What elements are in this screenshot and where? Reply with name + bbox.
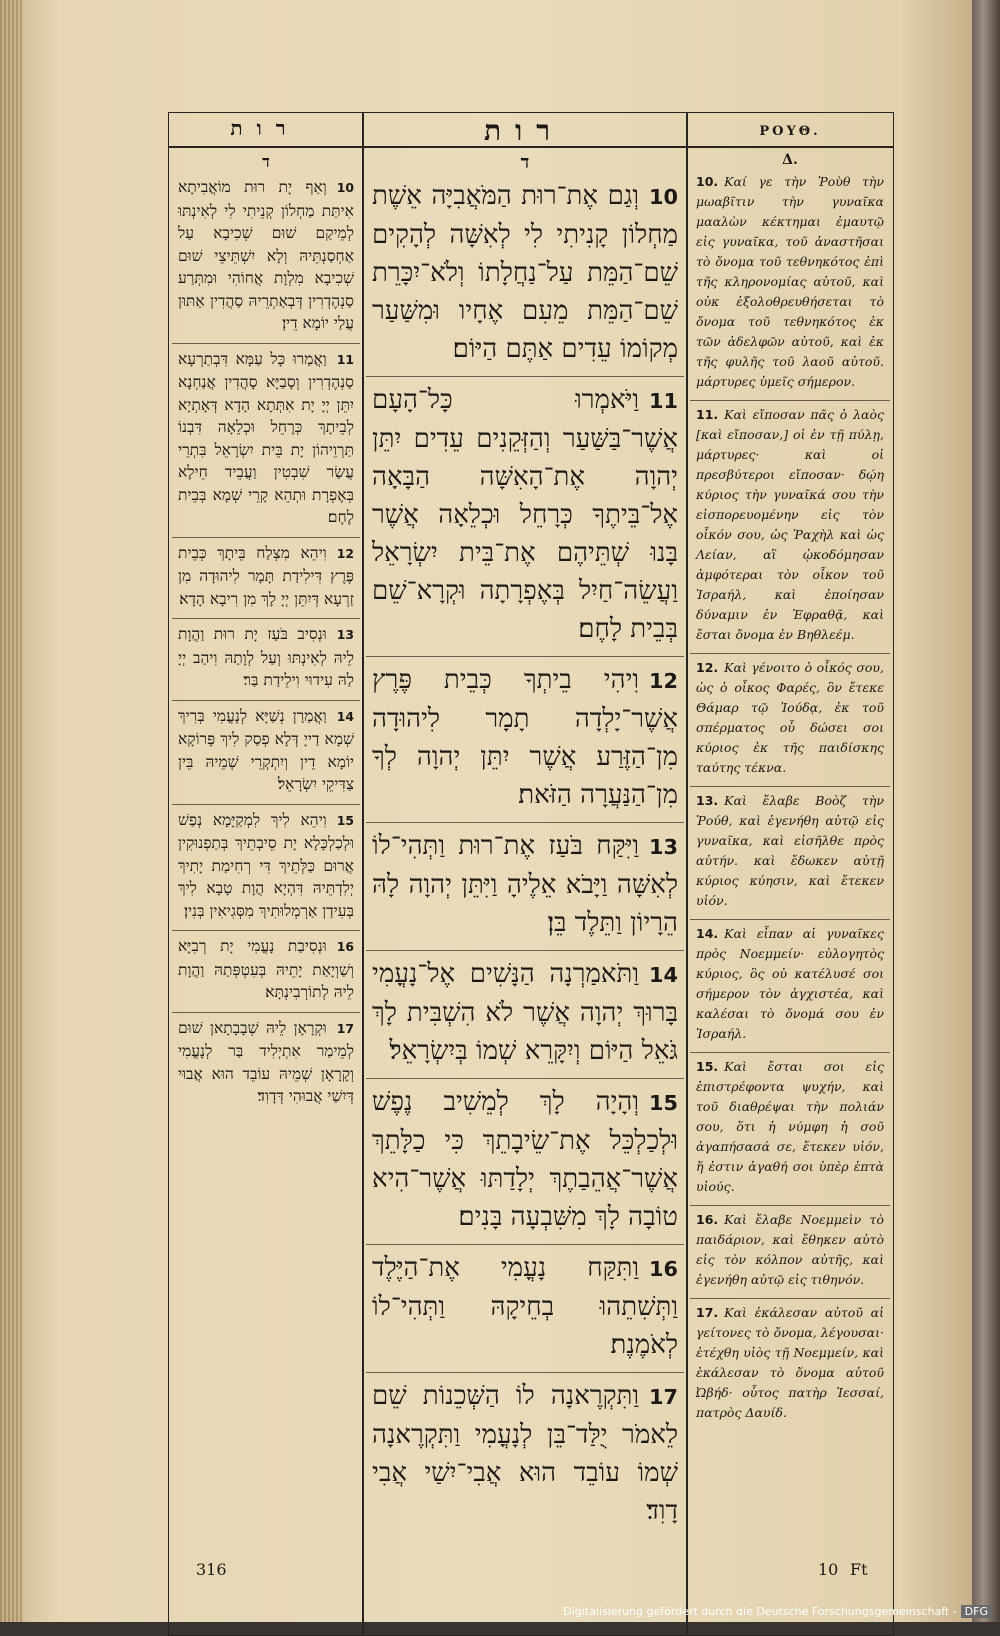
verse-number: 16 bbox=[336, 939, 354, 954]
hebrew-verse bbox=[366, 1079, 684, 1245]
column-divider-left bbox=[362, 112, 364, 1634]
verse-text: Καὶ γένοιτο ὁ οἶκός σου, ὡς ὁ οἶκος Φαρές, ὃν ἔτεκε Θάμαρ τῷ Ἰούδᾳ, ἐκ τοῦ σπέρματος οὗ δώσει σοι κύριος ἐκ τῆς παιδίσκης ταύτης τέκνα. bbox=[696, 660, 884, 775]
chapter-mark-left: ד bbox=[262, 152, 270, 171]
verse-text: Καὶ εἶπαν αἱ γυναῖκες πρὸς Νοεμμείν· εὐλογητὸς κύριος, ὃς οὐ κατέλυσέ σοι σήμερον τὸν ἀγχιστέα, καὶ καλέσαι τὸ ὄνομά σου ἐν Ἰσραήλ. bbox=[696, 926, 884, 1041]
greek-verse bbox=[690, 1053, 890, 1206]
targum-verse bbox=[172, 344, 360, 538]
verse-text: וַאֲמַרוּ כָּל עַמָּא דִּבְתַרְעָא סַנְהֶדְרִין וְסָבַיָּא סָהֲדִין אֲנַחְנָא יִתֵּן יְיָ יָת אִתְּתָא הָדָא דְּאָתְיָא לְבֵיתָךְ כְּרָחֵל וּכְלֵאָה דִּבְנוֹ תַּרְוֵיהוֹן יָת בֵּית יִשְׂרָאֵל בִּתְרֵי עֲשַׂר שִׁבְטִין וַעֲבֵיד חֵילָא בְּאֶפְרָת וּתְהֵא קָרֵי שְׁמָא בְּבֵית לֶחֶם׃ bbox=[178, 349, 354, 526]
page-number: 316 bbox=[196, 1560, 227, 1579]
header-middle: רות bbox=[484, 114, 564, 147]
chapter-mark-middle: ד bbox=[520, 152, 530, 173]
digitization-credit bbox=[563, 1605, 992, 1618]
verse-number: 15. bbox=[696, 1059, 719, 1074]
hebrew-verse bbox=[366, 1245, 684, 1373]
verse-number: 11 bbox=[649, 389, 678, 413]
catchword: Ft bbox=[850, 1560, 868, 1579]
verse-number: 11. bbox=[696, 407, 719, 422]
hebrew-verse bbox=[366, 173, 684, 377]
targum-column bbox=[172, 152, 360, 1628]
dfg-logo: DFG bbox=[961, 1605, 992, 1618]
verse-number: 15 bbox=[649, 1091, 678, 1115]
verse-number: 10 bbox=[336, 180, 354, 195]
verse-number: 12. bbox=[696, 660, 719, 675]
greek-verse bbox=[690, 787, 890, 920]
column-divider-right bbox=[686, 112, 688, 1634]
greek-verse bbox=[690, 1299, 890, 1431]
signature-mark: 10 bbox=[818, 1560, 839, 1579]
hebrew-verse bbox=[366, 377, 684, 657]
book-spine bbox=[972, 0, 1000, 1622]
verse-text: וַתִּקְרֶאנָה לוֹ הַשְּׁכֵנוֹת שֵׁם לֵאמֹר יֻלַּד־בֵּן לְנָעֳמִי וַתִּקְרֶאנָה שְׁמוֹ עוֹבֵד הוּא אֲבִי־יִשַׁי אֲבִי דָוִד׃ bbox=[372, 1381, 678, 1526]
targum-verse bbox=[172, 701, 360, 805]
verse-number: 14 bbox=[336, 708, 354, 724]
chapter-mark-right: Δ. bbox=[782, 152, 798, 168]
verse-text: וַאֲמַרַן נְשַׁיָּא לְנָעֳמִי בְּרִיךְ שְׁמָא דַייָ דְּלָא פְסַק לִיךְ פָּרוֹקָא יוֹמָא דֵין וְיִתְקְרֵי שְׁמֵיהּ בֵּין צַדִּיקֵי יִשְׂרָאֵל׃ bbox=[178, 706, 354, 793]
greek-verse bbox=[690, 654, 890, 787]
verse-number: 16. bbox=[696, 1212, 719, 1227]
verse-number: 13 bbox=[336, 627, 354, 642]
targum-verse bbox=[172, 1013, 360, 1116]
verse-text: Καὶ εἴποσαν πᾶς ὁ λαὸς [καὶ εἴποσαν,] οἱ ἐν τῇ πύλῃ, μάρτυρες· καὶ οἱ πρεσβύτεροι εἴποσαν· δῴη κύριος τὴν γυναῖκά σου τὴν εἰσπορευομένην εἰς τὸν οἶκόν σου, ὡς Ῥαχὴλ καὶ ὡς Λείαν, αἳ ᾠκοδόμησαν ἀμφότεραι τὸν οἶκον τοῦ Ἰσραήλ, καὶ ἐποίησαν δύναμιν ἐν Ἐφραθᾷ, καὶ ἔσται ὄνομα ἐν Βηθλεέμ. bbox=[696, 407, 884, 642]
verse-number: 14. bbox=[696, 926, 719, 941]
verse-number: 17. bbox=[696, 1305, 719, 1320]
hebrew-verse bbox=[366, 1373, 684, 1538]
verse-text: וִיהֵא מִצְלַח בֵּיתָךְ כְּבֵית פֶּרֶץ דִּילִידַת תָּמָר לִיהוּדָה מִן זַרְעָא דְּיִתֵּן יְיָ לָךְ מִן רִיבָא הָדָא׃ bbox=[178, 543, 354, 608]
greek-verse bbox=[690, 401, 890, 654]
verse-text: וִיהֵא לִיךְ לִמְקַיָּמָא נְפַשׁ וּלְכַלְכָּלָא יָת סֵיבְתֵיךְ בְּתַפְנוּקִין אֲרוּם כַּלְּתֵיךְ דִּי רְחִימַת יָתִיךְ יְלִדְתֵּיהּ דִּהְיָא הֲוָת טָבָא לִיךְ בְּעִידַן אַרְמְלוּתִיךְ מִסְּגִיאִין בְּנִין׃ bbox=[178, 810, 354, 920]
verse-number: 13. bbox=[696, 793, 719, 808]
verse-text: Καί γε τὴν Ῥοὺθ τὴν μωαβῖτιν τὴν γυναῖκα μααλὼν κέκτημαι ἐμαυτῷ εἰς γυναῖκα, τοῦ ἀναστῆσαι τὸ ὄνομα τοῦ τεθνηκότος ἐπὶ τῆς κληρονομίας αὐτοῦ, καὶ οὐκ ἐξολοθρευθήσεται τὸ ὄνομα τοῦ τεθνηκότος ἐκ τῶν ἀδελφῶν αὐτοῦ, καὶ ἐκ τῆς φυλῆς τοῦ λαοῦ αὐτοῦ. μάρτυρες ὑμεῖς σήμερον. bbox=[696, 174, 884, 389]
verse-number: 10 bbox=[649, 185, 678, 209]
verse-text: וּנְסִיב בֹּעַז יָת רוּת וַהֲוָת לֵיהּ לְאִינְתּוּ וְעַל לְוָתַהּ וִיהַב יְיָ לַהּ עִידוּי וִילֵידַת בַּר׃ bbox=[178, 625, 354, 689]
hebrew-verse bbox=[366, 823, 684, 951]
verse-text: וִיהִי בֵיתְךָ כְּבֵית פֶּרֶץ אֲשֶׁר־יָלְדָה תָמָר לִיהוּדָה מִן־הַזֶּרַע אֲשֶׁר יִתֵּן יְהוָה לְךָ מִן־הַנַּעֲרָה הַזֹּאת׃ bbox=[372, 665, 678, 810]
credit-text: Digitalisierung gefördert durch die Deutsche Forschungsgemeinschaft - bbox=[563, 1605, 957, 1618]
targum-verse bbox=[172, 805, 360, 932]
verse-number: 10. bbox=[696, 174, 719, 189]
verse-text: וּקְרָאָן לֵיהּ שְׁבָבָתָאן שׁוּם לְמֵימַר אִתְיְלִיד בַּר לְנָעֳמִי וְקָרָאָן שְׁמֵיהּ עוֹבֵד הוּא אֲבוּי דְּיִשַׁי אֲבוּהִי דְּדָוִד׃ bbox=[178, 1018, 354, 1105]
header-left: רות bbox=[230, 116, 300, 140]
verse-text: Καὶ ἐκάλεσαν αὐτοῦ αἱ γείτονες τὸ ὄνομα, λέγουσαι· ἐτέχθη υἱὸς τῇ Νοεμμείν, καὶ ἐκάλεσαν τὸ ὄνομα αὐτοῦ Ὠβήδ· οὗτος πατὴρ Ἰεσσαί, πατρὸς Δαυίδ. bbox=[696, 1305, 884, 1420]
hebrew-verse bbox=[366, 951, 684, 1079]
verse-number: 17 bbox=[336, 1020, 354, 1036]
verse-text: וּנְסִיבַת נָעֳמִי יָת רְבִיָּא וְשַׁוְיָאַת יָתֵיהּ בְּעִטְפְּתַהּ וַהֲוָת לֵיהּ לְתוֹרְבִינְתָּא׃ bbox=[178, 937, 354, 1001]
header-right: ΡΟΥΘ. bbox=[759, 124, 821, 139]
hebrew-verse bbox=[366, 657, 684, 823]
targum-verse bbox=[172, 619, 360, 701]
verse-number: 12 bbox=[649, 669, 678, 693]
verse-number: 12 bbox=[336, 545, 354, 561]
verse-text: Καὶ ἔσται σοι εἰς ἐπιστρέφοντα ψυχήν, καὶ τοῦ διαθρέψαι τὴν πολιάν σου, ὅτι ἡ νύμφη ἡ σοῦ ἀγαπήσασά σε, ἔτεκεν υἱόν, ἥ ἐστιν ἀγαθή σοι ὑπὲρ ἑπτὰ υἱούς. bbox=[696, 1059, 884, 1194]
verse-number: 15 bbox=[336, 812, 354, 828]
verse-text: Καὶ ἔλαβε Βοὸζ τὴν Ῥούθ, καὶ ἐγενήθη αὐτῷ εἰς γυναῖκα, καὶ εἰσῆλθε πρὸς αὐτήν. καὶ ἔδωκεν αὐτῇ κύριος κύησιν, καὶ ἔτεκεν υἱόν. bbox=[696, 793, 884, 908]
verse-number: 16 bbox=[649, 1257, 678, 1281]
greek-verse bbox=[690, 1206, 890, 1299]
targum-verse bbox=[172, 931, 360, 1013]
verse-number: 17 bbox=[649, 1385, 678, 1409]
verse-text: וַתֹּאמַרְנָה הַנָּשִׁים אֶל־נָעֳמִי בָּרוּךְ יְהוָה אֲשֶׁר לֹא הִשְׁבִּית לָךְ גֹּאֵל הַיּוֹם וְיִקָּרֵא שְׁמוֹ בְּיִשְׂרָאֵל׃ bbox=[372, 959, 678, 1066]
greek-verse bbox=[690, 920, 890, 1053]
page-edge bbox=[0, 0, 22, 1622]
verse-number: 13 bbox=[649, 835, 678, 859]
greek-verse bbox=[690, 168, 890, 401]
verse-text: וְהָיָה לָךְ לְמֵשִׁיב נֶפֶשׁ וּלְכַלְכֵּל אֶת־שֵׂיבָתֵךְ כִּי כַלָּתֵךְ אֲשֶׁר־אֲהֵבַתֶךְ יְלָדַתּוּ אֲשֶׁר־הִיא טוֹבָה לָךְ מִשִּׁבְעָה בָּנִים׃ bbox=[372, 1087, 678, 1232]
targum-verse bbox=[172, 172, 360, 344]
verse-text: וַתִּקַּח נָעֳמִי אֶת־הַיֶּלֶד וַתְּשִׁתֵהוּ בְחֵיקָהּ וַתְּהִי־לוֹ לְאֹמֶנֶת׃ bbox=[372, 1253, 678, 1360]
verse-text: וְאַף יָת רוּת מוֹאֲבִיתָא אִיתַּת מַחְלוֹן קְנֵיתִי לִי לְאִינְתּוּ לְמֵיקַם שׁוּם שְׁכִיבָא עַל אַחְסַנְתֵּיהּ וְלָא יִשְׁתֵּיצֵי שׁוּם שְׁכִיבָא מִלְוָת אֲחוֹהִי וּמִתְּרַע סַנְהֶדְרִין דְּבְאַתְרֵיהּ סַהֲדִין אַתּוּן עֲלַי יוֹמָא דֵין׃ bbox=[178, 178, 354, 332]
targum-verse bbox=[172, 538, 360, 620]
verse-text: וְגַם אֶת־רוּת הַמֹּאֲבִיָּה אֵשֶׁת מַחְלוֹן קָנִיתִי לִי לְאִשָּׁה לְהָקִים שֵׁם־הַמֵּת עַל־נַחֲלָתוֹ וְלֹא־יִכָּרֵת שֵׁם־הַמֵּת מֵעִם אֶחָיו וּמִשַּׁעַר מְקוֹמוֹ עֵדִים אַתֶּם הַיּוֹם׃ bbox=[372, 181, 678, 364]
verse-number: 11 bbox=[336, 351, 354, 367]
verse-text: וַיִּקַּח בֹּעַז אֶת־רוּת וַתְּהִי־לוֹ לְאִשָּׁה וַיָּבֹא אֵלֶיהָ וַיִּתֵּן יְהוָה לָהּ הֵרָיוֹן וַתֵּלֶד בֵּן׃ bbox=[372, 831, 678, 938]
greek-column bbox=[690, 152, 890, 1628]
verse-text: Καὶ ἔλαβε Νοεμμεὶν τὸ παιδάριον, καὶ ἔθηκεν αὐτὸ εἰς τὸν κόλπον αὐτῆς, καὶ ἐγενήθη αὐτῷ εἰς τιθηνόν. bbox=[696, 1212, 884, 1287]
verse-number: 14 bbox=[649, 963, 678, 987]
verse-text: וַיֹּאמְרוּ כָּל־הָעָם אֲשֶׁר־בַּשַּׁעַר וְהַזְּקֵנִים עֵדִים יִתֵּן יְהוָה אֶת־הָאִשָּׁה הַבָּאָה אֶל־בֵּיתֶךָ כְּרָחֵל וּכְלֵאָה אֲשֶׁר בָּנוּ שְׁתֵּיהֶם אֶת־בֵּית יִשְׂרָאֵל וַעֲשֵׂה־חַיִל בְּאֶפְרָתָה וּקְרָא־שֵׁם בְּבֵית לָחֶם׃ bbox=[372, 385, 678, 644]
hebrew-column bbox=[366, 152, 684, 1628]
